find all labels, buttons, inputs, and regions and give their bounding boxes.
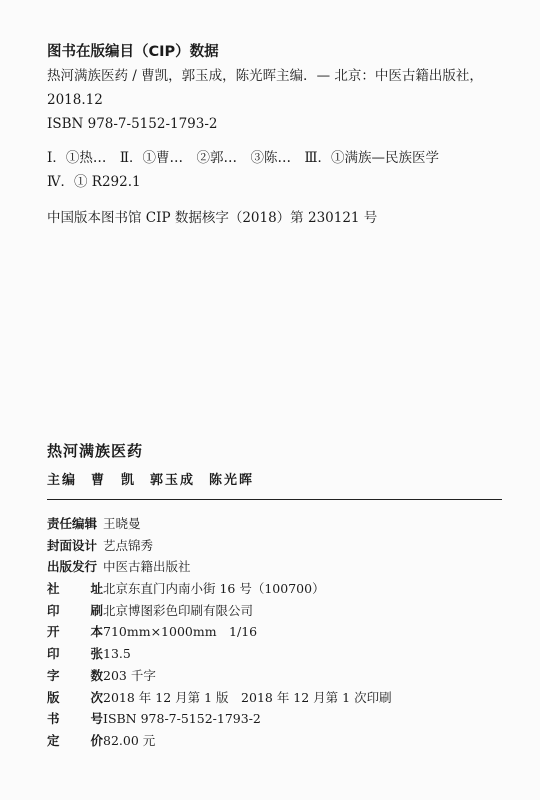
info-row bbox=[47, 621, 507, 643]
info-value: 13.5 bbox=[103, 646, 131, 662]
info-value: 北京博图彩色印刷有限公司 bbox=[103, 602, 254, 618]
info-label: 书 号 bbox=[47, 711, 103, 727]
cip-date-line: 2018.12 bbox=[47, 92, 103, 108]
info-row bbox=[47, 556, 507, 578]
editor-label: 主编 bbox=[47, 473, 78, 488]
info-row bbox=[47, 578, 507, 600]
info-label: 版 次 bbox=[47, 689, 103, 705]
info-row bbox=[47, 535, 507, 557]
info-label: 开 本 bbox=[47, 624, 103, 640]
info-label: 印 刷 bbox=[47, 602, 103, 618]
divider-rule bbox=[47, 499, 502, 500]
cip-title: 图书在版编目（CIP）数据 bbox=[47, 44, 219, 60]
info-label: 责任编辑 bbox=[47, 516, 98, 531]
book-title-block bbox=[47, 440, 507, 488]
cip-classification-line-1: Ⅰ．①热… Ⅱ．①曹… ②郭… ③陈… Ⅲ．①满族—民族医学 bbox=[47, 150, 440, 166]
cip-classification-line-2: Ⅳ．① R292.1 bbox=[47, 174, 141, 190]
info-label: 印 张 bbox=[47, 646, 103, 662]
info-row bbox=[47, 643, 507, 665]
info-value: ISBN 978-7-5152-1793-2 bbox=[103, 711, 261, 727]
info-row bbox=[47, 513, 507, 535]
editors-line bbox=[47, 469, 507, 488]
info-value: 王晓曼 bbox=[103, 516, 141, 531]
info-row bbox=[47, 687, 507, 709]
publication-info-table bbox=[47, 513, 507, 752]
info-value: 艺点锦秀 bbox=[103, 537, 154, 553]
info-value: 203 千字 bbox=[103, 667, 156, 683]
editor-name: 郭玉成 bbox=[150, 473, 196, 488]
editor-name: 曹 凯 bbox=[91, 473, 137, 488]
editor-name: 陈光晖 bbox=[209, 473, 255, 488]
info-label: 字 数 bbox=[47, 667, 103, 683]
cip-bibliographic-line: 热河满族医药 / 曹凯，郭玉成，陈光晖主编．— 北京：中医古籍出版社， bbox=[47, 68, 483, 84]
info-label: 定 价 bbox=[47, 732, 103, 748]
info-row bbox=[47, 708, 507, 730]
info-label: 封面设计 bbox=[47, 537, 98, 553]
info-value: 82.00 元 bbox=[103, 732, 156, 748]
cip-block bbox=[47, 40, 507, 230]
info-row bbox=[47, 600, 507, 622]
info-row bbox=[47, 665, 507, 687]
info-label: 社 址 bbox=[47, 581, 103, 597]
info-value: 2018 年 12 月第 1 版 2018 年 12 月第 1 次印刷 bbox=[103, 689, 392, 705]
cip-record-number: 中国版本图书馆 CIP 数据核字（2018）第 230121 号 bbox=[47, 210, 378, 226]
info-row bbox=[47, 730, 507, 752]
cip-isbn: ISBN 978-7-5152-1793-2 bbox=[47, 116, 218, 132]
info-value: 中医古籍出版社 bbox=[103, 559, 191, 575]
info-label: 出版发行 bbox=[47, 559, 98, 575]
book-title: 热河满族医药 bbox=[47, 442, 144, 460]
info-value: 710mm×1000mm 1/16 bbox=[103, 624, 258, 640]
info-value: 北京东直门内南小街 16 号（100700） bbox=[103, 581, 325, 597]
